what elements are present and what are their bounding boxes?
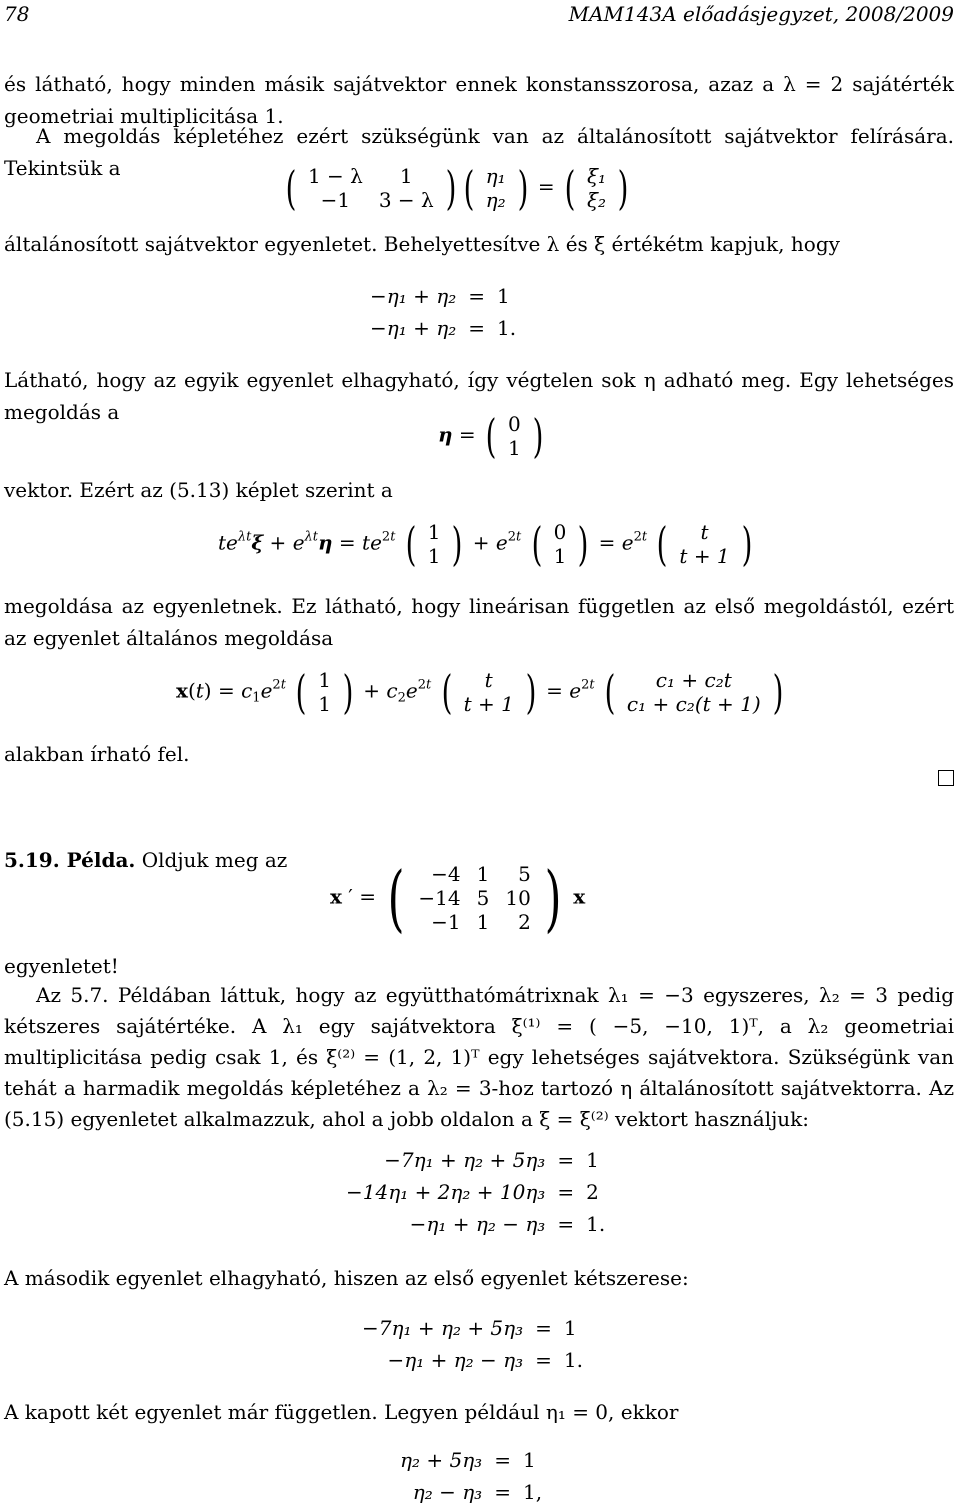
matrix-cell: −14 (418, 886, 461, 910)
paragraph-8: egyenletet! (4, 954, 119, 978)
vector-cell: t (700, 520, 709, 544)
vector-cell: η₁ (485, 164, 506, 188)
equation-rhs: 1 (563, 1316, 577, 1340)
vector-cell: t + 1 (679, 544, 730, 568)
equation-rhs: 1 (497, 284, 510, 308)
equation-lhs: −7η₁ + η₂ + 5η₃ (384, 1148, 546, 1172)
vector-cell: t (484, 668, 493, 692)
paragraph-3: általánosított sajátvektor egyenletet. Behelyettesítve λ és ξ értékétm kapjuk, hogy (4, 232, 840, 256)
equation-rhs: 1. (563, 1348, 584, 1372)
vector-cell: 0 (507, 412, 521, 436)
vector-cell: ξ₂ (587, 188, 607, 212)
vector-cell: t + 1 (463, 692, 514, 716)
paragraph-7: alakban írható fel. (4, 742, 190, 766)
equation-rhs: 1. (497, 316, 517, 340)
paragraph-6: megoldása az egyenletnek. Ez látható, hogy lineárisan független az első megoldástól, ezért az egyenlet általános megoldása (4, 594, 954, 650)
solution-equation: $te^{\lambda t}\xi + e^{\lambda t}\eta = te^{2t}$ ( 1 1 ) + $e^{2t}$ ( 0 1 ) = $e^{2t}$ ( t t + 1 ) (218, 517, 753, 571)
vector-cell: 1 (553, 544, 567, 568)
matrix-cell: 5 (518, 862, 531, 886)
system-matrix (410, 862, 538, 934)
example-label: 5.19. Példa. (4, 848, 136, 872)
vector-cell: c₁ + c₂(t + 1) (626, 692, 761, 716)
equation-lhs: η₂ − η₃ (412, 1480, 483, 1504)
paragraph-10: A második egyenlet elhagyható, hiszen az első egyenlet kétszerese: (4, 1266, 689, 1290)
system-of-equations-3: −7η₁ + η₂ + 5η₃ = 1 −η₁ + η₂ − η₃ = 1. (356, 1312, 589, 1376)
vector-cell: 1 (427, 544, 441, 568)
eta-vector-equation: η = ( 0 1 ) (438, 409, 544, 463)
matrix-cell: 10 (505, 886, 531, 910)
matrix-cell: 1 (476, 910, 490, 934)
equation-lhs: −η₁ + η₂ (370, 316, 457, 340)
qed-square (938, 770, 954, 786)
general-solution-equation: $x(t) = c_1e^{2t}$ ( 1 1 ) + $c_2e^{2t}$ ( t t + 1 ) = $e^{2t}$ ( c₁ + c₂t c₁ + c₂(t + 1) ) (176, 665, 784, 719)
matrix-cell: 2 (518, 910, 531, 934)
equation-lhs: −7η₁ + η₂ + 5η₃ (362, 1316, 524, 1340)
example-text: Oldjuk meg az (141, 848, 288, 872)
example-heading (4, 846, 287, 874)
matrix-cell: 1 − λ (307, 164, 363, 188)
paragraph-11: A kapott két egyenlet már független. Legyen például η₁ = 0, ekkor (4, 1400, 679, 1424)
system-of-equations-2: −7η₁ + η₂ + 5η₃ = 1 −14η₁ + 2η₂ + 10η₃ = 2 −η₁ + η₂ − η₃ = 1. (340, 1144, 611, 1240)
vector-cell: 1 (507, 436, 521, 460)
equation-rhs: 2 (586, 1180, 599, 1204)
coefficient-matrix (300, 164, 442, 212)
matrix-cell: 1 (476, 862, 490, 886)
vector-cell: 1 (318, 692, 331, 716)
equation-rhs: 1 (522, 1448, 536, 1472)
page-number: 78 (4, 2, 30, 26)
equation-lhs: −14η₁ + 2η₂ + 10η₃ (346, 1180, 546, 1204)
equation-lhs: −η₁ + η₂ − η₃ (387, 1348, 524, 1372)
matrix-cell: −1 (320, 188, 351, 212)
vector-cell: c₁ + c₂t (655, 668, 732, 692)
paragraph-2: A megoldás képletéhez ezért szükségünk van az általánosított sajátvektor felírására. Tekintsük a (4, 124, 954, 180)
matrix-cell: −4 (431, 862, 461, 886)
ode-system-equation: x ′ = ( −4 1 5 −14 5 10 −1 1 2 ) x (330, 856, 586, 940)
generalized-eigen-equation: ( 1 − λ 1 −1 3 − λ ) ( η₁ η₂ ) = ( ξ₁ ξ₂ ) (285, 161, 629, 215)
equation-rhs: 1, (522, 1480, 543, 1504)
equation-rhs: 1 (586, 1148, 599, 1172)
vector-cell: 1 (427, 520, 441, 544)
paragraph-1: és látható, hogy minden másik sajátvektor ennek konstansszorosa, azaz a λ = 2 sajátérték geometriai multiplicitása 1. (4, 72, 954, 128)
matrix-cell: 1 (399, 164, 413, 188)
matrix-cell: 5 (476, 886, 490, 910)
system-of-equations-4: η₂ + 5η₃ = 1 η₂ − η₃ = 1, (394, 1444, 548, 1508)
vector-cell: 1 (318, 668, 331, 692)
equation-lhs: −η₁ + η₂ (370, 284, 457, 308)
vector-cell: ξ₁ (587, 164, 607, 188)
system-of-equations-1: −η₁ + η₂ = 1 −η₁ + η₂ = 1. (364, 280, 522, 344)
vector-cell: η₂ (485, 188, 506, 212)
matrix-cell: 3 − λ (378, 188, 434, 212)
paragraph-9: Az 5.7. Példában láttuk, hogy az együtthatómátrixnak λ₁ = −3 egyszeres, λ₂ = 3 pedig kétszeres sajátértéke. A λ₁ egy sajátvektora ξ⁽¹⁾ = ( −5, −10, 1)ᵀ, a λ₂ geometriai multiplicitása pedig csak 1, és ξ⁽²⁾ = (1, 2, 1)ᵀ egy lehetséges sajátvektora. Szükségünk van tehát a harmadik megoldás képletéhez a λ₂ = 3-hoz tartozó η általánosított sajátvektorra. Az (5.15) egyenletet alkalmazzuk, ahol a jobb oldalon a ξ = ξ⁽²⁾ vektort használjuk: (4, 983, 954, 1131)
equation-lhs: η₂ + 5η₃ (400, 1448, 483, 1472)
matrix-cell: −1 (431, 910, 461, 934)
running-title: MAM143A előadásjegyzet, 2008/2009 (568, 2, 954, 26)
paragraph-5: vektor. Ezért az (5.13) képlet szerint a (4, 478, 393, 502)
equation-rhs: 1. (586, 1212, 606, 1236)
paragraph-4: Látható, hogy az egyik egyenlet elhagyható, így végtelen sok η adható meg. Egy lehetséges megoldás a (4, 368, 954, 424)
vector-cell: 0 (553, 520, 567, 544)
equation-lhs: −η₁ + η₂ − η₃ (409, 1212, 546, 1236)
